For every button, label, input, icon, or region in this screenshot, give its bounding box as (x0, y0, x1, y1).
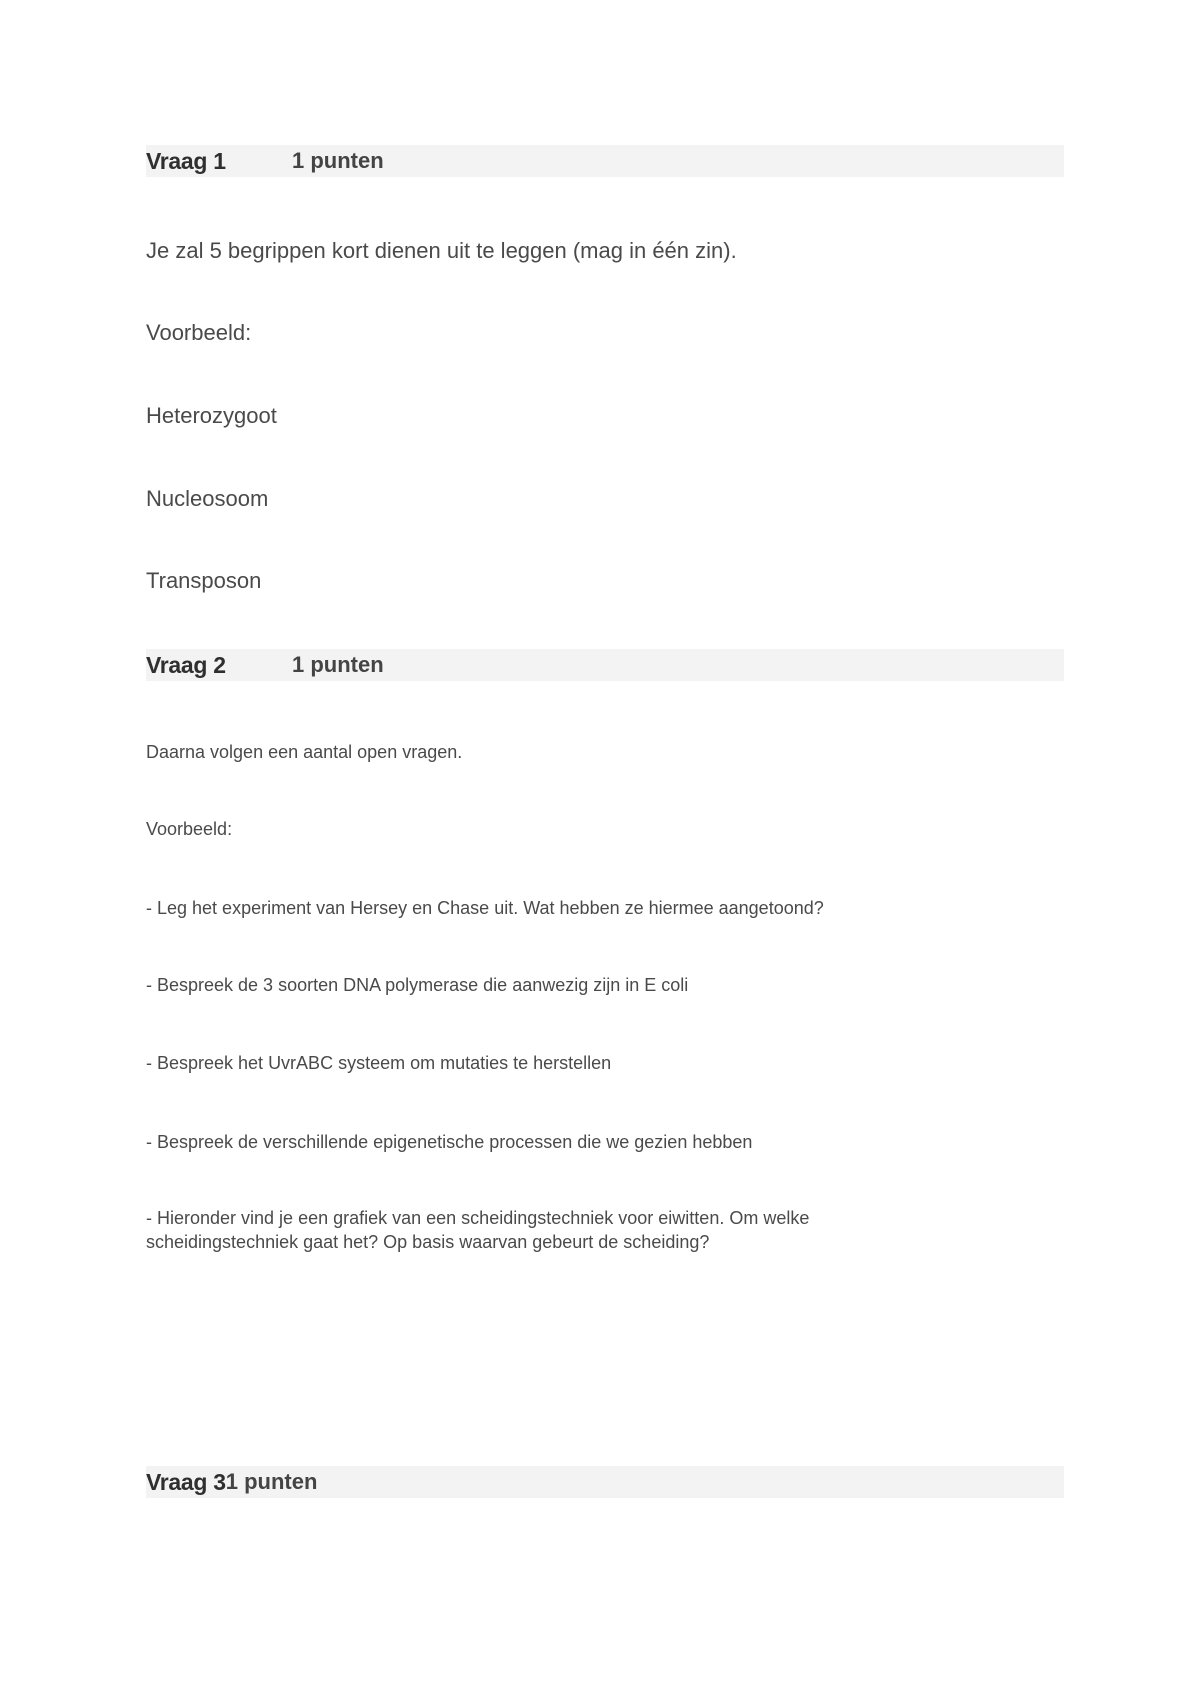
question-title: Vraag 1 (146, 147, 226, 174)
question-points: 1 punten (292, 652, 384, 677)
question-title: Vraag 2 (146, 651, 226, 678)
question-text: Je zal 5 begrippen kort dienen uit te leggen (mag in één zin). (146, 238, 737, 263)
term-item: Transposon (146, 568, 262, 593)
open-question-item: - Leg het experiment van Hersey en Chase uit. Wat hebben ze hiermee aangetoond? (146, 898, 824, 918)
question-title: Vraag 3 (146, 1468, 226, 1495)
open-question-item: - Hieronder vind je een grafiek van een scheidingstechniek voor eiwitten. Om welke scheidingstechniek gaat het? Op basis waarvan gebeurt de scheiding? (146, 1208, 810, 1252)
question-header (146, 649, 1064, 681)
term-item: Nucleosoom (146, 486, 269, 511)
question-text: Voorbeeld: (146, 320, 252, 345)
question-header (146, 1466, 1064, 1498)
question-header (146, 145, 1064, 177)
question-text: Daarna volgen een aantal open vragen. (146, 742, 463, 762)
open-question-item: - Bespreek de 3 soorten DNA polymerase die aanwezig zijn in E coli (146, 975, 689, 995)
open-question-item: - Bespreek het UvrABC systeem om mutaties te herstellen (146, 1053, 612, 1073)
open-question-item: - Bespreek de verschillende epigenetische processen die we gezien hebben (146, 1132, 753, 1152)
term-item: Heterozygoot (146, 403, 277, 428)
question-points: 1 punten (292, 148, 384, 173)
question-points: 1 punten (225, 1469, 318, 1494)
question-text: Voorbeeld: (146, 819, 233, 839)
